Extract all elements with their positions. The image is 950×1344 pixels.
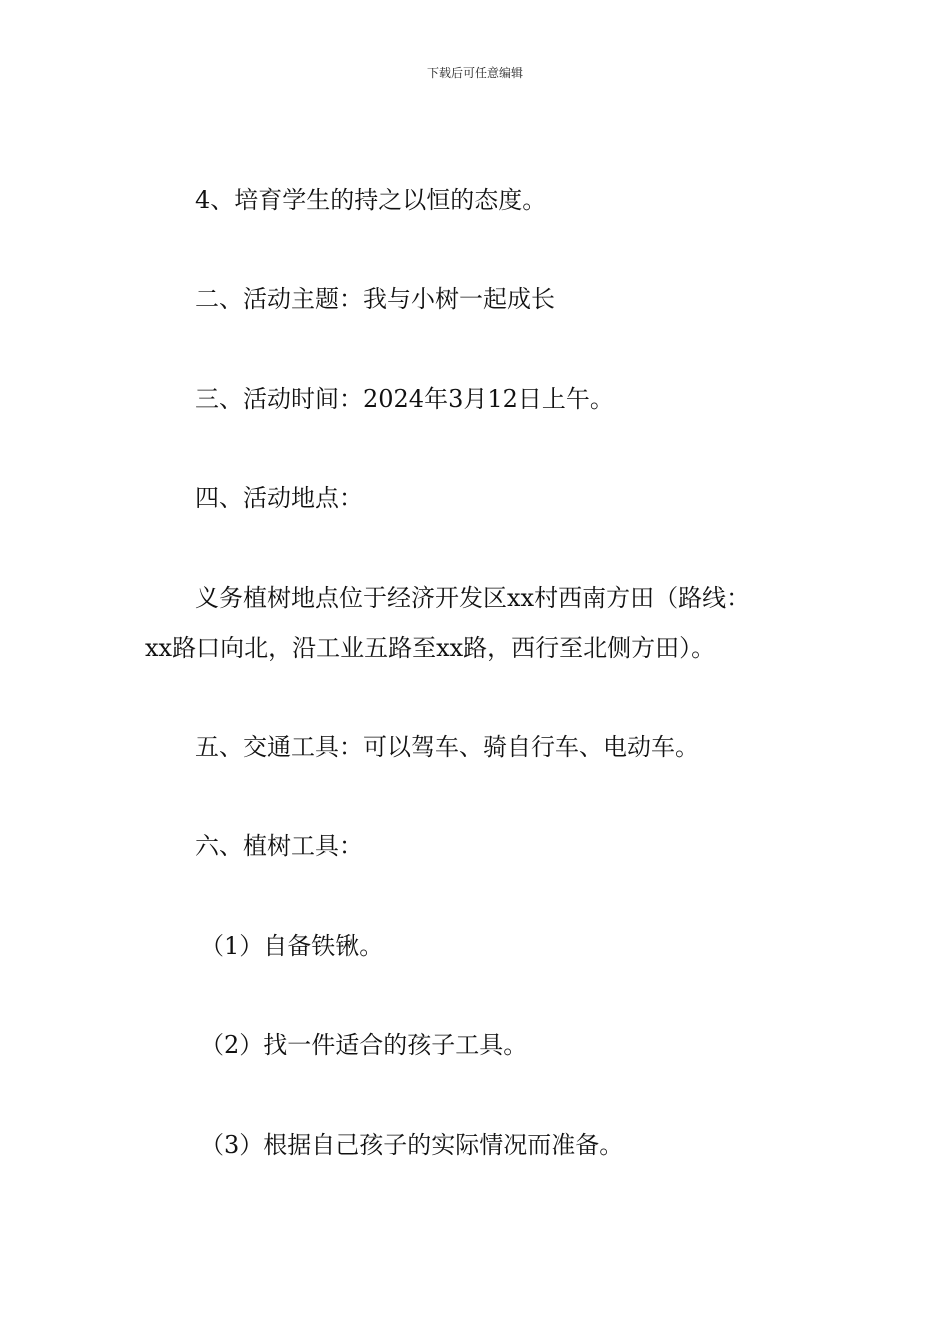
page-header: 下载后可任意编辑 xyxy=(426,66,523,80)
section-location: 四、活动地点： xyxy=(195,484,363,512)
section-theme: 二、活动主题：我与小树一起成长 xyxy=(195,285,555,313)
tool-item-3: （3）根据自己孩子的实际情况而准备。 xyxy=(200,1131,624,1159)
location-detail-line-1: 义务植树地点位于经济开发区xx村西南方田（路线： xyxy=(195,584,751,612)
section-tools: 六、植树工具： xyxy=(195,832,363,860)
tool-item-1: （1）自备铁锹。 xyxy=(200,932,384,960)
section-time: 三、活动时间：2024年3月12日上午。 xyxy=(195,385,614,413)
section-transport: 五、交通工具：可以驾车、骑自行车、电动车。 xyxy=(195,733,699,761)
tool-item-2: （2）找一件适合的孩子工具。 xyxy=(200,1031,528,1059)
goal-item-4: 4、培育学生的持之以恒的态度。 xyxy=(195,186,547,214)
location-detail-line-2: xx路口向北，沿工业五路至xx路，西行至北侧方田）。 xyxy=(145,634,716,662)
